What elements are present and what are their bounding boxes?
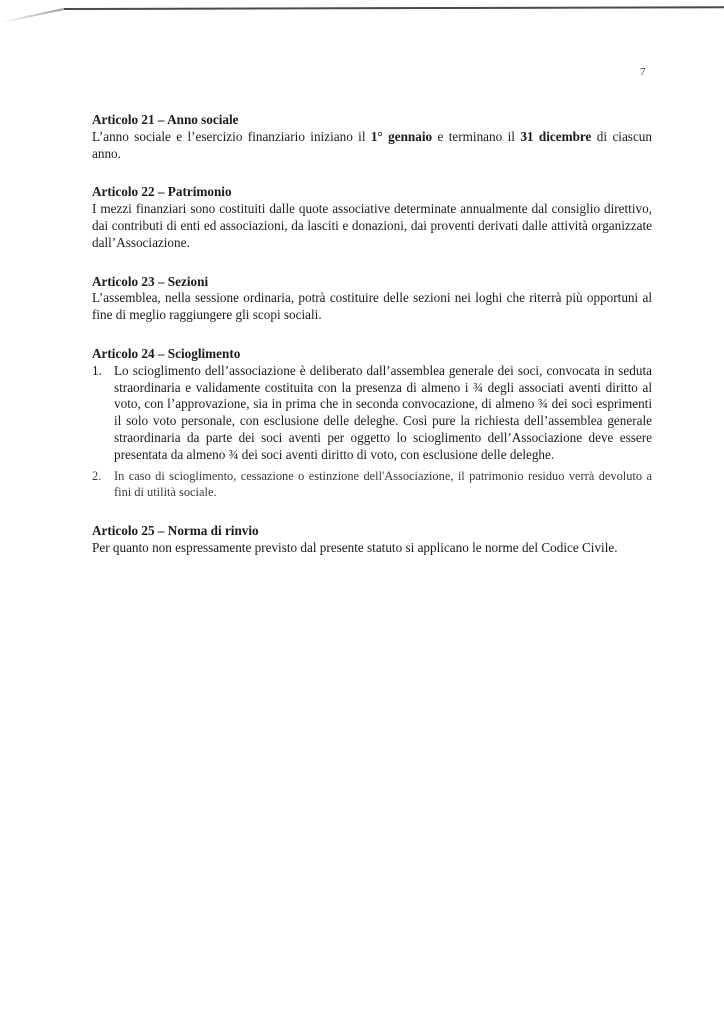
document-body [92,112,652,579]
article-25-text: Per quanto non espressamente previsto dal presente statuto si applicano le norme del Codice Civile. [92,539,618,555]
article-21-title: Articolo 21 – Anno sociale [92,112,239,127]
list-item [92,468,652,502]
article-25-title: Articolo 25 – Norma di rinvio [92,523,259,539]
text-segment: di ciascun anno. [92,128,652,161]
date-start: 1° gennaio [370,128,433,144]
article-23-text: L’assemblea, nella sessione ordinaria, potrà costituire delle sezioni nei loghi che riterrà più opportuni al fine di meglio raggiungere gli scopi sociali. [92,290,652,323]
list-item-number: 2. [92,468,102,483]
text-segment: e terminano il [432,128,521,144]
page-number: 7 [640,66,646,78]
article-21-text [92,129,652,163]
article-22-title: Articolo 22 – Patrimonio [92,184,232,200]
article-22-text: I mezzi finanziari sono costituiti dalle quote associative determinate annualmente dal consiglio direttivo, dai contributi di enti ed associazioni, da lasciti e donazioni, dai proventi derivati dalle attività organizzate dall’Associazione. [92,201,652,250]
list-item-text: In caso di scioglimento, cessazione o estinzione dell'Associazione, il patrimonio residuo verrà devoluto a fini di utilità sociale. [114,468,652,500]
article-23 [92,274,652,324]
text-segment: L’anno sociale e l’esercizio finanziario iniziano il [92,128,371,144]
article-24 [92,346,652,501]
list-item-text: Lo scioglimento dell’associazione è deliberato dall’assemblea generale dei soci, convocata in seduta straordinaria e validamente costituita con la presenza di almeno i ¾ degli associati aventi diritto al voto, con l’approvazione, sia in prima che in seconda convocazione, di almeno ¾ dei soci esprimenti il solo voto personale, con esclusione delle deleghe. Così pure la richiesta dell’assemblea generale straordinaria da parte dei soci aventi per oggetto lo scioglimento dell’Associazione deve essere presentata da almeno ¾ dei soci aventi diritto di voto, con esclusione delle deleghe. [114,362,652,462]
article-24-list [92,363,652,501]
list-item [92,363,652,464]
article-24-title: Articolo 24 – Scioglimento [92,345,241,361]
article-21 [92,112,652,162]
article-25 [92,523,652,557]
scan-background [0,0,724,20]
date-end: 31 dicembre [520,128,592,144]
article-22 [92,184,652,251]
list-item-number: 1. [92,362,102,378]
article-23-title: Articolo 23 – Sezioni [92,273,209,289]
